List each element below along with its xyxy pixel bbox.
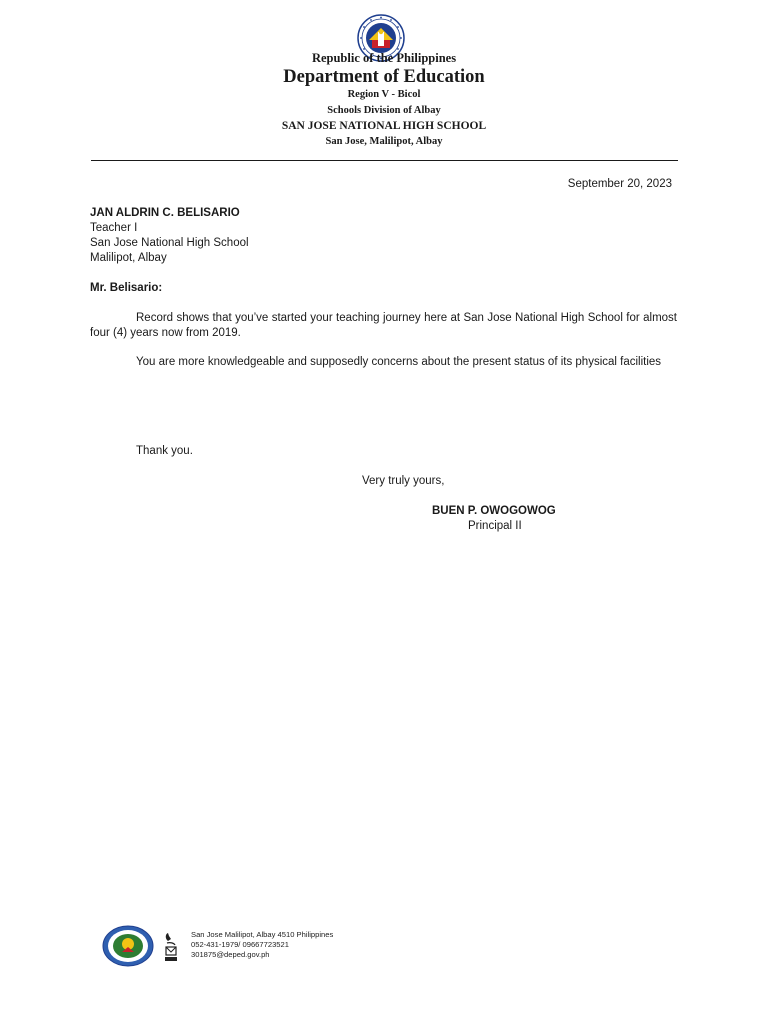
recipient-position: Teacher I (90, 222, 138, 234)
recipient-name: JAN ALDRIN C. BELISARIO (90, 207, 240, 219)
division-line: Schools Division of Albay (327, 105, 441, 116)
footer-email: 301875@deped.gov.ph (191, 950, 270, 959)
header-divider (91, 160, 678, 161)
body-paragraph-2 (90, 355, 677, 370)
signatory-name: BUEN P. OWOGOWOG (432, 505, 556, 517)
footer-phone: 052-431-1979/ 09667723521 (191, 940, 289, 949)
republic-line: Republic of the Philippines (311, 51, 457, 65)
signatory-title: Principal II (468, 520, 522, 532)
body-paragraph-2-text: You are more knowledgeable and supposedly concerns about the present status of its physical facilities (136, 356, 662, 368)
salutation: Mr. Belisario: (90, 282, 163, 294)
department-title: Department of Education (283, 67, 485, 87)
closing-line: Very truly yours, (362, 475, 445, 487)
school-address: San Jose, Malilipot, Albay (325, 136, 443, 147)
region-line: Region V - Bicol (347, 89, 421, 100)
letterhead (0, 51, 768, 150)
school-seal-icon (102, 925, 154, 967)
recipient-location: Malilipot, Albay (90, 252, 167, 264)
recipient-school: San Jose National High School (90, 237, 249, 249)
footer-address: San Jose Malilipot, Albay 4510 Philippines (191, 930, 334, 939)
thanks-line: Thank you. (136, 445, 193, 457)
phone-mail-icon (162, 931, 182, 963)
body-paragraph-1 (90, 311, 677, 341)
letter-date: September 20, 2023 (567, 178, 672, 190)
body-paragraph-1-text: Record shows that you’ve started your teaching journey here at San Jose National High School for almost four (4) years now from 2019. (90, 312, 677, 339)
school-name: SAN JOSE NATIONAL HIGH SCHOOL (281, 120, 487, 132)
